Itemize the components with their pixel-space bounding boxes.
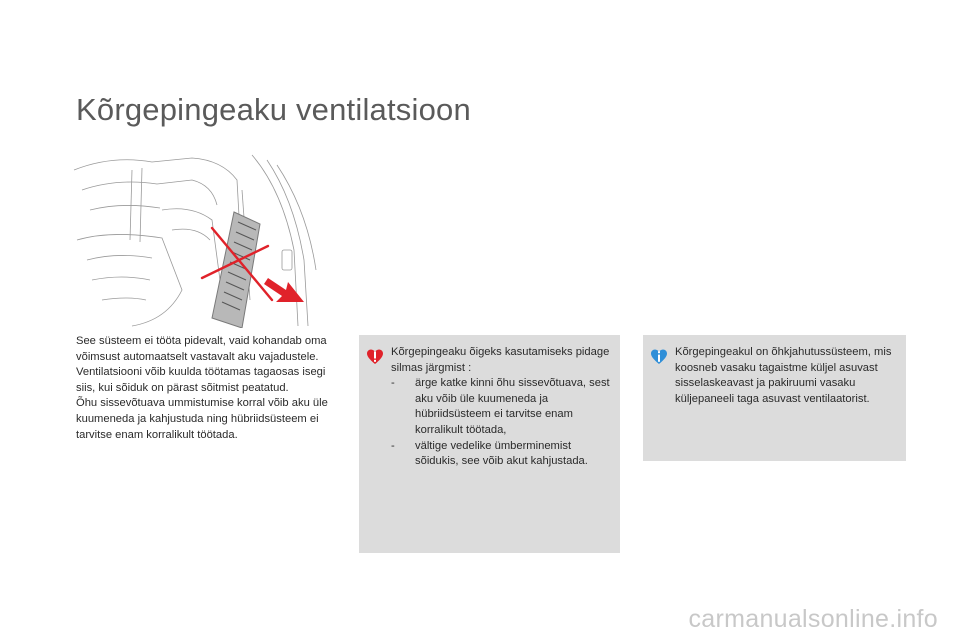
body-paragraph: Ventilatsiooni võib kuulda töötamas tagaosas isegi siis, kui sõiduk on pärast sõitmist peatatud. xyxy=(76,366,326,394)
seat-ventilation-illustration xyxy=(72,150,322,328)
list-item xyxy=(391,439,610,470)
warning-box xyxy=(359,335,620,553)
info-text: Kõrgepingeakul on õhkjahutussüsteem, mis koosneb vasaku tagaistme küljel asuvast sisselaskeavast ja pakiruumi vasaku küljepaneeli taga asuvast ventilaatorist. xyxy=(675,346,892,405)
page-title: Kõrgepingeaku ventilatsioon xyxy=(76,92,471,127)
list-dash: - xyxy=(391,439,395,452)
warning-intro: Kõrgepingeaku õigeks kasutamiseks pidage silmas järgmist : xyxy=(391,346,610,374)
list-item-text: vältige vedelike ümberminemist sõidukis, see võib akut kahjustada. xyxy=(415,439,588,468)
list-dash: - xyxy=(391,377,395,390)
body-paragraph: See süsteem ei tööta pidevalt, vaid kohandab oma võimsust automaatselt vastavalt aku vajadustele. xyxy=(76,335,327,363)
body-text xyxy=(76,334,334,443)
list-item xyxy=(391,376,610,438)
body-paragraph: Õhu sissevõtuava ummistumise korral võib aku üle kuumeneda ja kahjustuda ning hübriidsüsteem ei tarvitse enam korralikult töötada. xyxy=(76,397,328,441)
watermark[interactable]: carmanualsonline.info xyxy=(688,605,938,633)
info-box xyxy=(643,335,906,461)
list-item-text: ärge katke kinni õhu sissevõtuava, sest aku võib üle kuumeneda ja hübriidsüsteem ei tarvitse enam korralikult töötada, xyxy=(415,377,610,436)
warning-list xyxy=(391,376,610,470)
info-icon xyxy=(649,347,669,367)
warning-exclamation-icon xyxy=(365,347,385,367)
